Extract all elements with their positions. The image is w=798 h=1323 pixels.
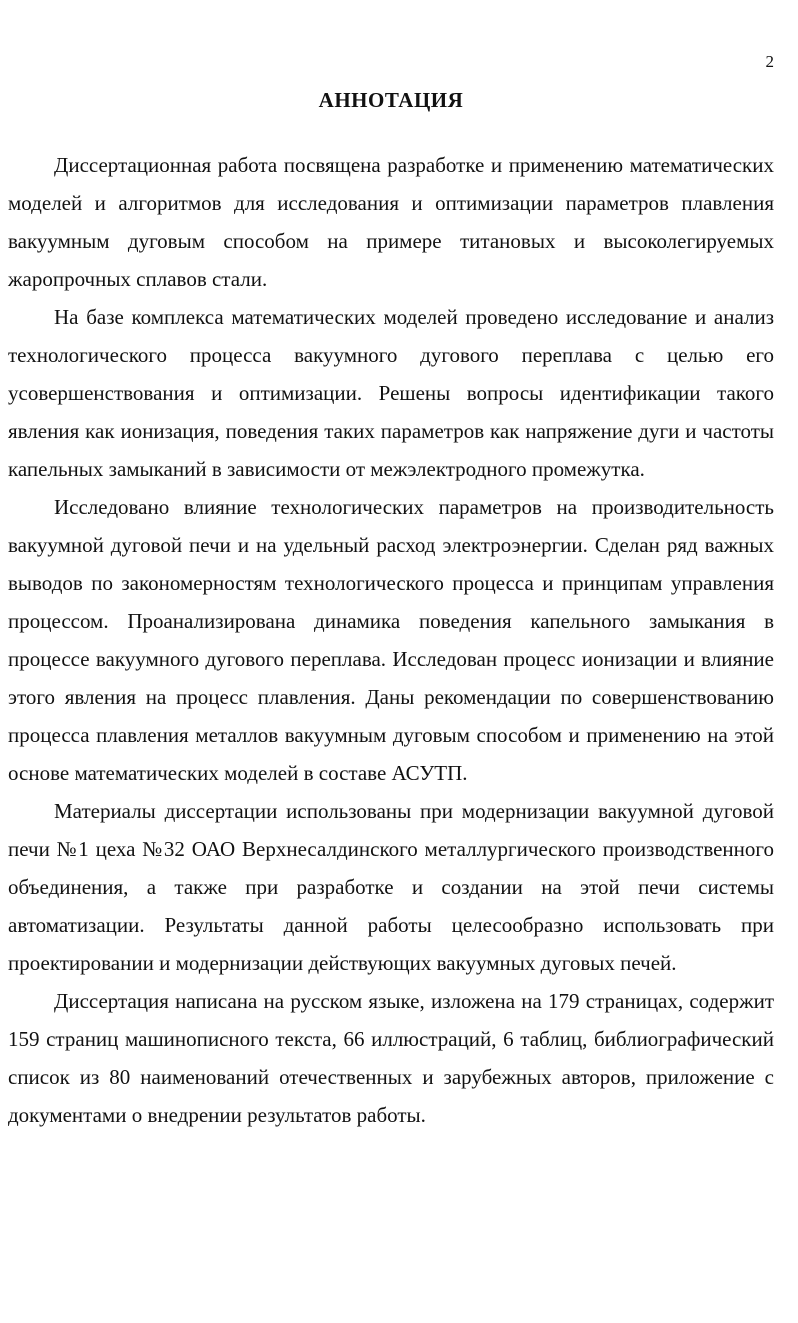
paragraph-findings: Исследовано влияние технологических параметров на производительность вакуумной дуговой печи и на удельный расход электроэнергии. Сделан ряд важных выводов по закономерностям технологического процесса и принципам управления процессом. Проанализирована динамика поведения капельного замыкания в процессе вакуумного дугового переплава. Исследован процесс ионизации и влияние этого явления на процесс плавления. Даны рекомендации по совершенствованию процесса плавления металлов вакуумным дуговым способом и применению на этой основе математических моделей в составе АСУТП. [8,495,774,785]
paragraph-application: Материалы диссертации использованы при модернизации вакуумной дуговой печи №1 цеха №32 ОАО Верхнесалдинского металлургического производственного объединения, а также при разработке и создании на этой печи системы автоматизации. Результаты данной работы целесообразно использовать при проектировании и модернизации действующих вакуумных дуговых печей. [8,799,774,975]
page-number: 2 [765,52,774,71]
page-title: АННОТАЦИЯ [318,88,464,112]
paragraph-purpose: Диссертационная работа посвящена разработке и применению математических моделей и алгоритмов для исследования и оптимизации параметров плавления вакуумным дуговым способом на примере титановых и высоколегируемых жаропрочных сплавов стали. [8,153,774,291]
paragraph-structure: Диссертация написана на русском языке, изложена на 179 страницах, содержит 159 страниц машинописного текста, 66 иллюстраций, 6 таблиц, библиографический список из 80 наименований отечественных и зарубежных авторов, приложение с документами о внедрении результатов работы. [8,989,774,1127]
paragraph-research: На базе комплекса математических моделей проведено исследование и анализ технологического процесса вакуумного дугового переплава с целью его усовершенствования и оптимизации. Решены вопросы идентификации такого явления как ионизация, поведения таких параметров как напряжение дуги и частоты капельных замыканий в зависимости от межэлектродного промежутка. [8,305,774,481]
annotation-body [8,146,774,1134]
